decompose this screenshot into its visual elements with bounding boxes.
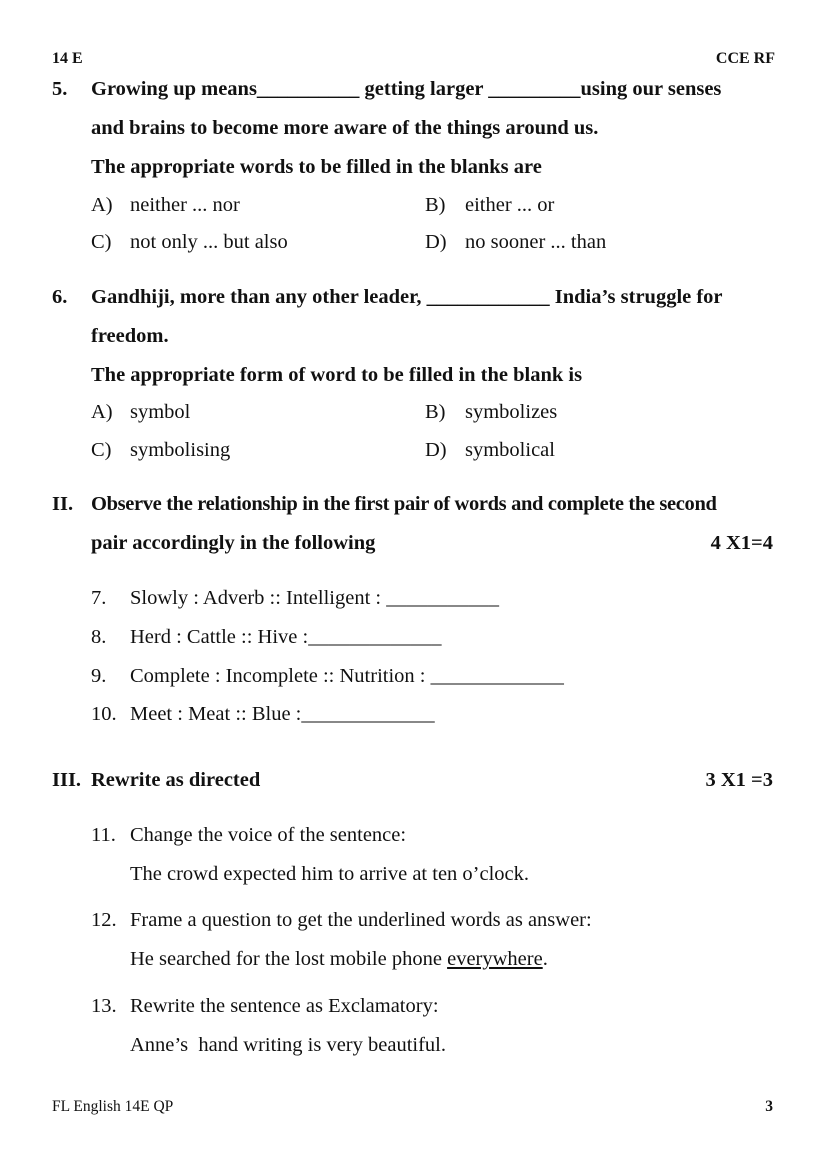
q6-option-b-text: symbolizes [465,401,558,423]
section3-marks: 3 X1 =3 [705,769,773,791]
header-left: 14 E [52,50,83,67]
q5-option-b-text: either ... or [465,194,555,216]
section2-line1: Observe the relationship in the first pair of words and complete the second [91,493,717,515]
q7-number: 7. [91,587,107,609]
q8-text: Herd : Cattle :: Hive :_____________ [130,626,442,648]
q5-line3: The appropriate words to be filled in the blanks are [91,156,542,178]
q9-number: 9. [91,665,107,687]
q5-number: 5. [52,78,68,100]
section2-marks: 4 X1=4 [710,532,773,554]
q13-instruction: Rewrite the sentence as Exclamatory: [130,995,439,1017]
q5-option-c-text: not only ... but also [130,231,288,253]
section3-title: Rewrite as directed [91,769,261,791]
section3-roman: III. [52,769,82,791]
q5-option-c-label: C) [91,231,112,253]
q6-option-b-label: B) [425,401,446,423]
q6-option-c-label: C) [91,439,112,461]
section2-line2: pair accordingly in the following [91,532,376,554]
q12-sentence-after: . [542,948,548,970]
q12-instruction: Frame a question to get the underlined words as answer: [130,909,592,931]
header-right: CCE RF [715,50,775,67]
q6-option-d-label: D) [425,439,447,461]
q6-option-d-text: symbolical [465,439,555,461]
q6-option-a-label: A) [91,401,113,423]
q5-option-a-text: neither ... nor [130,194,240,216]
q6-line3: The appropriate form of word to be filled in the blank is [91,364,583,386]
q12-underlined-words: everywhere [447,948,543,970]
q10-number: 10. [91,703,117,725]
q13-sentence: Anne’s hand writing is very beautiful. [130,1034,446,1056]
q5-option-d-text: no sooner ... than [465,231,607,253]
q6-number: 6. [52,286,68,308]
q6-line1: Gandhiji, more than any other leader, ____________ India’s struggle for [91,286,723,308]
q7-text: Slowly : Adverb :: Intelligent : ___________ [130,587,499,609]
q11-sentence: The crowd expected him to arrive at ten o’clock. [130,863,530,885]
q6-line2: freedom. [91,325,169,347]
q5-option-d-label: D) [425,231,447,253]
q10-text: Meet : Meat :: Blue :_____________ [130,703,435,725]
q12-number: 12. [91,909,117,931]
q5-option-b-label: B) [425,194,446,216]
page-number: 3 [765,1098,773,1115]
q13-number: 13. [91,995,117,1017]
q6-option-c-text: symbolising [130,439,231,461]
q5-option-a-label: A) [91,194,113,216]
q8-number: 8. [91,626,107,648]
q6-option-a-text: symbol [130,401,191,423]
q11-number: 11. [91,824,116,846]
q9-text: Complete : Incomplete :: Nutrition : _____________ [130,665,564,687]
q12-sentence [130,948,548,971]
q5-line2: and brains to become more aware of the things around us. [91,117,599,139]
footer-left: FL English 14E QP [52,1098,174,1115]
q11-instruction: Change the voice of the sentence: [130,824,407,846]
q12-sentence-before: He searched for the lost mobile phone [130,948,448,970]
section2-roman: II. [52,493,74,515]
q5-line1: Growing up means__________ getting larger _________using our senses [91,78,722,100]
